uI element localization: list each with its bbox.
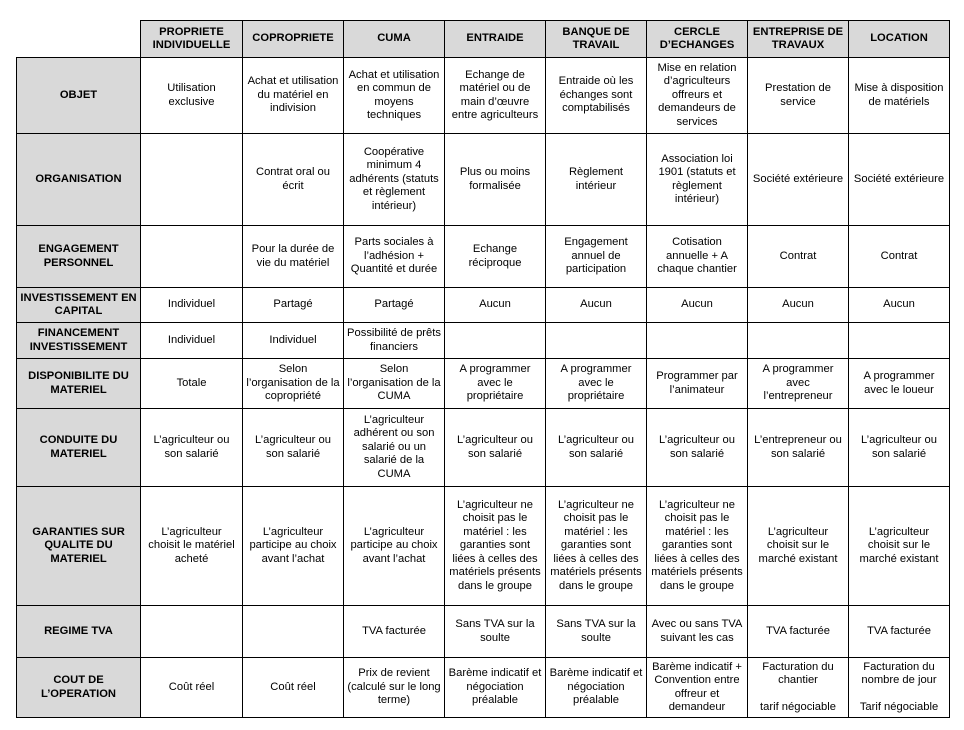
table-cell: Pour la durée de vie du matériel [243,226,344,288]
table-cell [141,606,243,658]
table-row [17,658,950,718]
table-cell: Règlement intérieur [546,134,647,226]
table-cell: L’agriculteur ou son salarié [445,409,546,487]
table-cell: Aucun [849,288,950,323]
table-cell: A programmer avec le propriétaire [445,359,546,409]
table-cell: Prix de revient (calculé sur le long terme) [344,658,445,718]
table-row [17,288,950,323]
row-header: INVESTISSEMENT EN CAPITAL [17,288,141,323]
table-cell: Coût réel [141,658,243,718]
table-cell: Contrat [748,226,849,288]
row-header: CONDUITE DU MATERIEL [17,409,141,487]
table-cell: Avec ou sans TVA suivant les cas [647,606,748,658]
table-cell: Société extérieure [849,134,950,226]
table-cell: Cotisation annuelle + A chaque chantier [647,226,748,288]
table-cell [647,323,748,359]
table-row [17,409,950,487]
table-cell: L’agriculteur ou son salarié [546,409,647,487]
row-header: COUT DE L’OPERATION [17,658,141,718]
corner-cell [17,21,141,58]
row-header: FINANCEMENT INVESTISSEMENT [17,323,141,359]
row-header: OBJET [17,58,141,134]
table-cell: L’agriculteur ne choisit pas le matériel : les garanties sont liées à celles des matériels présents dans le groupe [647,487,748,606]
table-cell: Mise en relation d’agriculteurs offreurs et demandeurs de services [647,58,748,134]
table-cell: Programmer par l’animateur [647,359,748,409]
table-cell: L’agriculteur ou son salarié [849,409,950,487]
table-cell: Partagé [243,288,344,323]
table-cell: Aucun [748,288,849,323]
table-cell: Sans TVA sur la soulte [546,606,647,658]
row-header: ENGAGEMENT PERSONNEL [17,226,141,288]
column-header: ENTRAIDE [445,21,546,58]
table-cell: Selon l’organisation de la copropriété [243,359,344,409]
table-cell: Contrat [849,226,950,288]
table-cell: Mise à disposition de matériels [849,58,950,134]
table-cell [243,606,344,658]
table-cell: Aucun [647,288,748,323]
table-cell: Facturation du nombre de jour Tarif négociable [849,658,950,718]
table-cell: Engagement annuel de participation [546,226,647,288]
table-cell: L’agriculteur participe au choix avant l’achat [344,487,445,606]
table-cell [141,134,243,226]
table-cell: Utilisation exclusive [141,58,243,134]
table-cell: L’agriculteur ou son salarié [243,409,344,487]
row-header: DISPONIBILITE DU MATERIEL [17,359,141,409]
table-cell: TVA facturée [748,606,849,658]
table-row [17,487,950,606]
column-header: CERCLE D’ECHANGES [647,21,748,58]
column-header: COPROPRIETE [243,21,344,58]
table-cell: L’agriculteur adhérent ou son salarié ou un salarié de la CUMA [344,409,445,487]
table-cell: L’agriculteur ou son salarié [141,409,243,487]
table-cell: Individuel [141,323,243,359]
table-cell: Coût réel [243,658,344,718]
table-cell: TVA facturée [344,606,445,658]
column-header: LOCATION [849,21,950,58]
table-cell: Individuel [141,288,243,323]
column-header: PROPRIETE INDIVIDUELLE [141,21,243,58]
table-cell: L’agriculteur ou son salarié [647,409,748,487]
table-cell: Aucun [546,288,647,323]
table-cell: Achat et utilisation du matériel en indivision [243,58,344,134]
table-cell: Entraide où les échanges sont comptabilisés [546,58,647,134]
table-cell: Barème indicatif et négociation préalable [445,658,546,718]
row-header: REGIME TVA [17,606,141,658]
column-header: ENTREPRISE DE TRAVAUX [748,21,849,58]
table-cell: Plus ou moins formalisée [445,134,546,226]
comparison-table [16,20,950,718]
table-cell: A programmer avec l’entrepreneur [748,359,849,409]
table-cell: Partagé [344,288,445,323]
table-cell: L’agriculteur choisit sur le marché existant [748,487,849,606]
table-cell: L’agriculteur choisit sur le marché existant [849,487,950,606]
table-cell: Echange réciproque [445,226,546,288]
table-cell: Facturation du chantier tarif négociable [748,658,849,718]
column-header: CUMA [344,21,445,58]
table-row [17,606,950,658]
table-cell: L’agriculteur participe au choix avant l’achat [243,487,344,606]
table-cell [141,226,243,288]
table-cell: Echange de matériel ou de main d’œuvre entre agriculteurs [445,58,546,134]
table-row [17,359,950,409]
table-cell: A programmer avec le loueur [849,359,950,409]
row-header: GARANTIES SUR QUALITE DU MATERIEL [17,487,141,606]
table-cell: L’agriculteur choisit le matériel acheté [141,487,243,606]
table-cell: Coopérative minimum 4 adhérents (statuts et règlement intérieur) [344,134,445,226]
table-row [17,134,950,226]
header-row [17,21,950,58]
table-cell: Individuel [243,323,344,359]
table-cell [546,323,647,359]
table-cell: A programmer avec le propriétaire [546,359,647,409]
table-cell: Aucun [445,288,546,323]
table-cell: Sans TVA sur la soulte [445,606,546,658]
table-cell: L’agriculteur ne choisit pas le matériel : les garanties sont liées à celles des matériels présents dans le groupe [546,487,647,606]
table-cell: TVA facturée [849,606,950,658]
table-cell: Parts sociales à l’adhésion + Quantité et durée [344,226,445,288]
table-cell [748,323,849,359]
table-cell [849,323,950,359]
table-row [17,226,950,288]
table-cell: L’agriculteur ne choisit pas le matériel : les garanties sont liées à celles des matériels présents dans le groupe [445,487,546,606]
table-cell: Société extérieure [748,134,849,226]
table-row [17,58,950,134]
table-cell: Association loi 1901 (statuts et règlement intérieur) [647,134,748,226]
table-cell: Contrat oral ou écrit [243,134,344,226]
row-header: ORGANISATION [17,134,141,226]
table-cell: Prestation de service [748,58,849,134]
table-cell [445,323,546,359]
table-cell: Achat et utilisation en commun de moyens techniques [344,58,445,134]
table-cell: Possibilité de prêts financiers [344,323,445,359]
table-cell: Selon l’organisation de la CUMA [344,359,445,409]
table-cell: L’entrepreneur ou son salarié [748,409,849,487]
table-cell: Totale [141,359,243,409]
table-cell: Barème indicatif + Convention entre offreur et demandeur [647,658,748,718]
column-header: BANQUE DE TRAVAIL [546,21,647,58]
table-row [17,323,950,359]
table-cell: Barème indicatif et négociation préalable [546,658,647,718]
